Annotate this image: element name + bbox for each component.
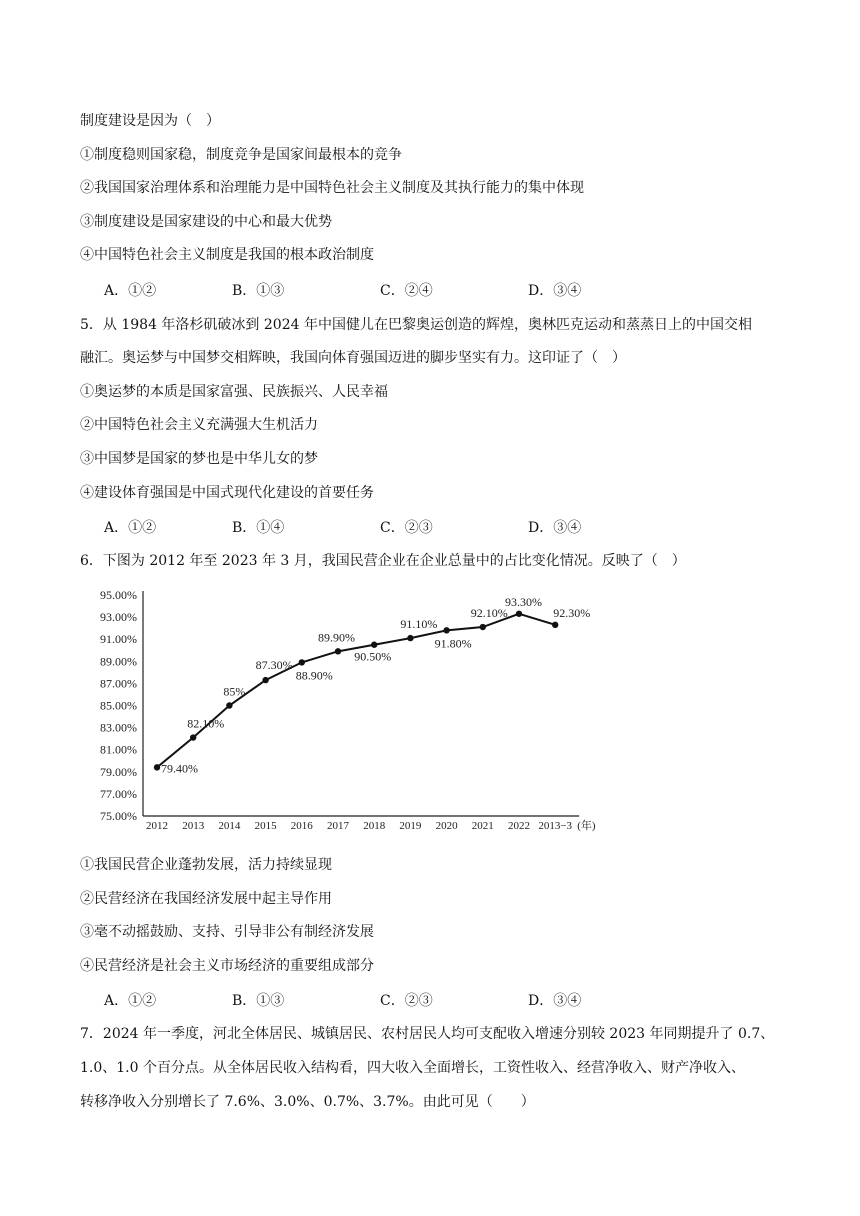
q4-option-c[interactable]: C．②④: [380, 283, 433, 299]
q6-option-d[interactable]: D．③④: [528, 993, 582, 1009]
y-tick-label: 75.00%: [100, 809, 137, 823]
q7-stem-line-1: 7．2024 年一季度，河北全体居民、城镇居民、农村居民人均可支配收入增速分别较 2023 年同期提升了 0.7、: [80, 1026, 775, 1042]
data-points: [154, 611, 559, 771]
data-point: [407, 635, 413, 641]
y-tick-label: 81.00%: [100, 742, 137, 757]
q6-option-a[interactable]: A．①②: [104, 993, 157, 1009]
x-tick-label: 2013: [182, 820, 205, 832]
private-enterprise-share-chart: [80, 580, 620, 840]
data-labels: [161, 595, 590, 776]
q5-option-d[interactable]: D．③④: [528, 520, 582, 536]
data-point: [190, 734, 196, 740]
q5-item-4: ④建设体育强国是中国式现代化建设的首要任务: [80, 485, 374, 501]
data-label: 82.10%: [187, 716, 225, 731]
y-tick-label: 87.00%: [100, 676, 137, 691]
q4-item-3: ③制度建设是国家建设的中心和最大优势: [80, 214, 332, 230]
data-label: 91.10%: [400, 617, 438, 632]
q6-option-b[interactable]: B．①③: [232, 993, 285, 1009]
data-point: [371, 642, 377, 648]
data-point: [516, 611, 522, 617]
data-point: [443, 627, 449, 633]
q4-item-1: ①制度稳则国家稳，制度竞争是国家间最根本的竞争: [80, 147, 402, 163]
y-tick-label: 93.00%: [100, 610, 137, 625]
q4-item-2: ②我国国家治理体系和治理能力是中国特色社会主义制度及其执行能力的集中体现: [80, 180, 584, 196]
q5-option-c[interactable]: C．②③: [380, 520, 433, 536]
x-tick-label: 2021: [471, 820, 494, 832]
q7-stem-line-3: 转移净收入分别增长了 7.6%、3.0%、0.7%、3.7%。由此可见（ ）: [80, 1094, 535, 1110]
y-tick-label: 89.00%: [100, 654, 137, 669]
y-tick-label: 91.00%: [100, 632, 137, 647]
q5-item-2: ②中国特色社会主义充满强大生机活力: [80, 417, 318, 433]
data-label: 87.30%: [255, 658, 293, 673]
data-label: 90.50%: [354, 649, 392, 664]
q5-stem-line-1: 5．从 1984 年洛杉矶破冰到 2024 年中国健儿在巴黎奥运创造的辉煌，奥林匹克运动和蒸蒸日上的中国交相: [80, 317, 752, 333]
x-axis-ticks: [146, 820, 573, 832]
data-point: [552, 622, 558, 628]
x-tick-label: 2017: [327, 820, 349, 832]
x-tick-label: 2016: [290, 820, 313, 832]
q6-stem: 6．下图为 2012 年至 2023 年 3 月，我国民营企业在企业总量中的占比变化情况。反映了（ ）: [80, 553, 686, 569]
x-tick-label: 2013−3: [538, 820, 573, 832]
y-tick-label: 83.00%: [100, 720, 137, 735]
x-tick-label: 2015: [254, 820, 277, 832]
q5-option-a[interactable]: A．①②: [104, 520, 157, 536]
series-line: [157, 614, 555, 768]
data-point: [226, 702, 232, 708]
data-label: 92.30%: [553, 605, 591, 620]
x-tick-label: 2012: [146, 820, 168, 832]
data-label: 89.90%: [318, 630, 355, 645]
q6-option-c[interactable]: C．②③: [380, 993, 433, 1009]
q6-item-4: ④民营经济是社会主义市场经济的重要组成部分: [80, 958, 374, 974]
data-point: [262, 677, 268, 683]
data-label: 93.30%: [505, 594, 542, 609]
x-tick-label: 2022: [508, 820, 530, 832]
q5-stem-line-2: 融汇。奥运梦与中国梦交相辉映，我国向体育强国迈进的脚步坚实有力。这印证了（ ）: [80, 350, 626, 366]
data-point: [335, 648, 341, 654]
data-point: [154, 764, 160, 770]
q4-option-b[interactable]: B．①③: [232, 283, 285, 299]
data-label: 79.40%: [161, 761, 198, 776]
q6-item-3: ③毫不动摇鼓励、支持、引导非公有制经济发展: [80, 924, 374, 940]
y-axis-ticks: [100, 588, 137, 823]
y-tick-label: 79.00%: [100, 764, 137, 779]
data-label: 92.10%: [470, 606, 508, 621]
x-tick-label: 2018: [363, 820, 386, 832]
y-tick-label: 95.00%: [100, 588, 137, 602]
data-label: 91.80%: [434, 636, 472, 651]
data-point: [480, 624, 486, 630]
q6-item-1: ①我国民营企业蓬勃发展，活力持续显现: [80, 857, 332, 873]
q4-stem-end: 制度建设是因为（ ）: [80, 113, 220, 129]
data-label: 88.90%: [295, 668, 333, 683]
q5-item-3: ③中国梦是国家的梦也是中华儿女的梦: [80, 451, 318, 467]
q5-item-1: ①奥运梦的本质是国家富强、民族振兴、人民幸福: [80, 384, 388, 400]
q4-item-4: ④中国特色社会主义制度是我国的根本政治制度: [80, 247, 374, 263]
q6-item-2: ②民营经济在我国经济发展中起主导作用: [80, 891, 332, 907]
x-axis-unit: (年): [577, 820, 596, 832]
y-tick-label: 85.00%: [100, 698, 137, 713]
x-tick-label: 2019: [399, 820, 422, 832]
q7-stem-line-2: 1.0、1.0 个百分点。从全体居民收入结构看，四大收入全面增长，工资性收入、经营净收入、财产净收入、: [80, 1060, 745, 1076]
q5-option-b[interactable]: B．①④: [232, 520, 285, 536]
q4-option-d[interactable]: D．③④: [528, 283, 582, 299]
data-point: [299, 659, 305, 665]
y-tick-label: 77.00%: [100, 786, 137, 801]
q4-option-a[interactable]: A．①②: [104, 283, 157, 299]
x-tick-label: 2020: [435, 820, 458, 832]
x-tick-label: 2014: [218, 820, 241, 832]
data-label: 85%: [223, 684, 246, 699]
